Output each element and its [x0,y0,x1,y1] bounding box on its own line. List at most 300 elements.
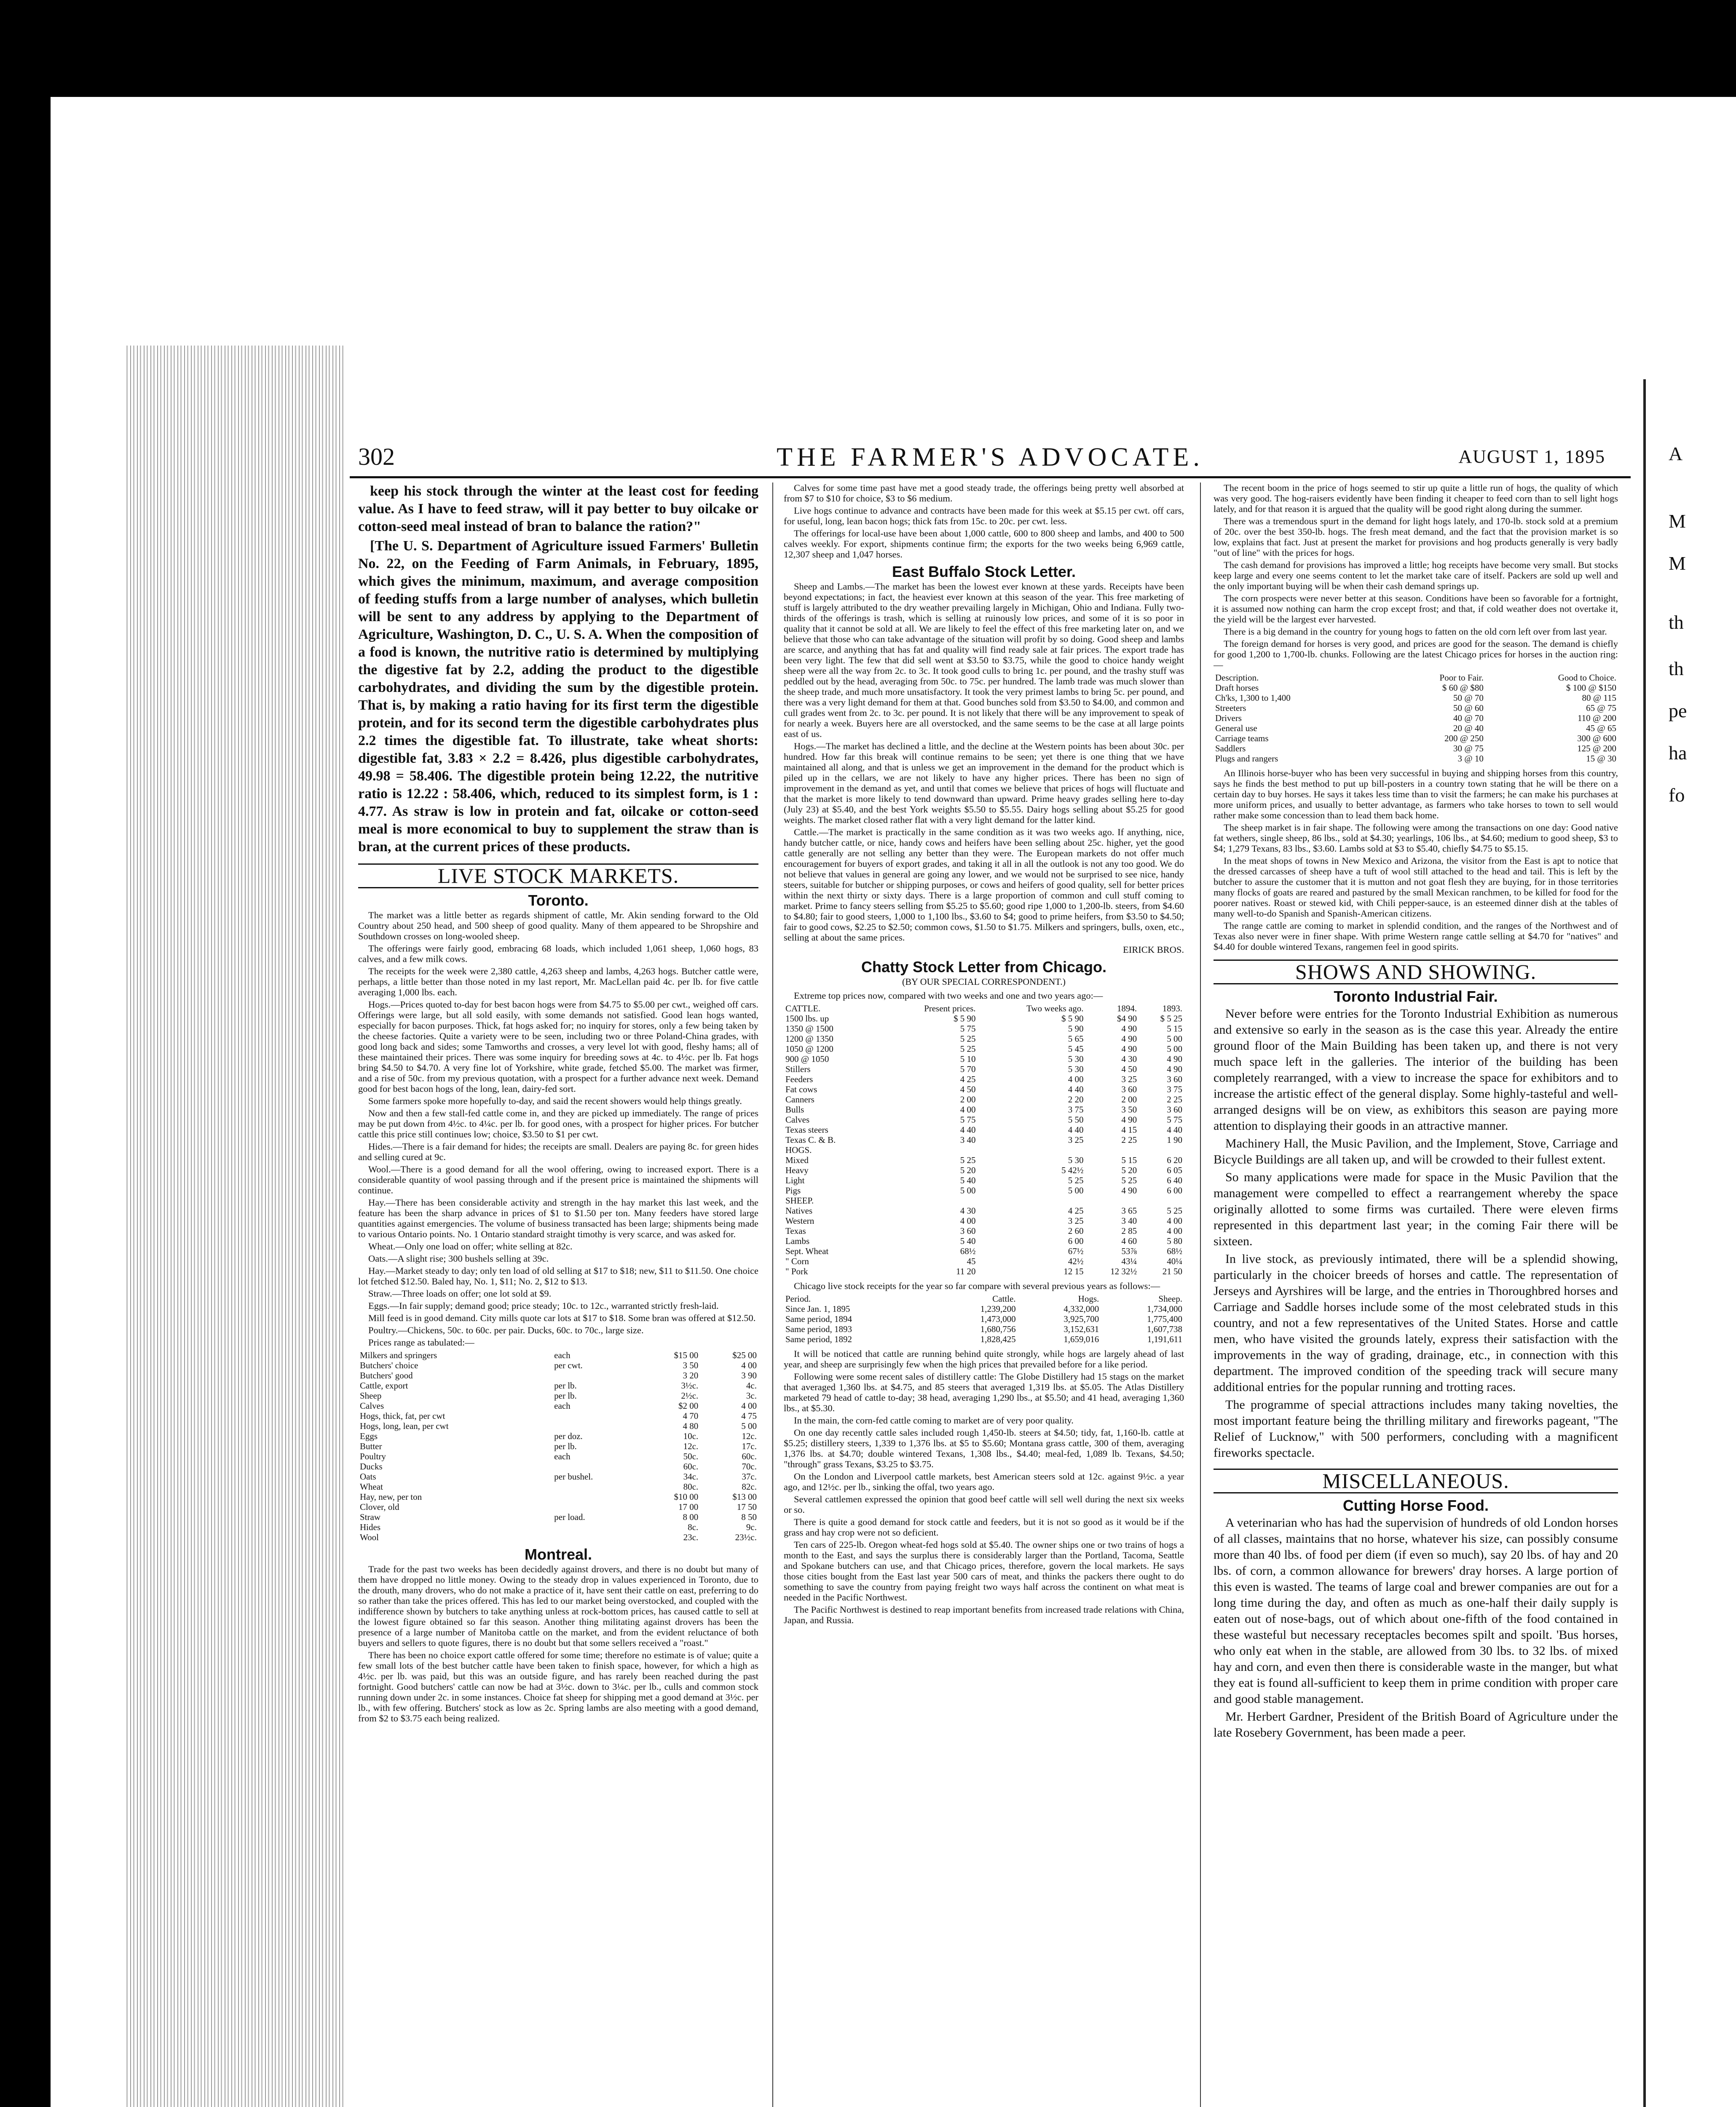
table-cell: 5 25 [1068,1175,1084,1185]
table-cell: Poultry [360,1451,386,1461]
table-cell: 4,332,000 [1064,1304,1099,1314]
paragraph: The cash demand for provisions has improved a little; hog receipts have become very small. But stocks keep large and every one seems content to let the market take care of itself. Packers are sold up well and the only important buying will be when their cash demand springs up. [1214,560,1618,591]
table-cell: 5 25 [1121,1175,1137,1185]
horse-market-report [1214,768,1618,952]
table-cell: $ 5 90 [954,1013,976,1024]
table-row [784,1206,1184,1216]
table-cell: 1200 @ 1350 [785,1034,833,1044]
column-2 [784,483,1184,2107]
table-row [784,1216,1184,1226]
table-row [784,1185,1184,1196]
table-cell: Draft horses [1215,683,1259,693]
table-cell: Period. [785,1294,811,1304]
paragraph: Poultry.—Chickens, 50c. to 60c. per pair. Ducks, 60c. to 70c., large size. [368,1325,644,1335]
byline: (BY OUR SPECIAL CORRESPONDENT.) [902,976,1066,987]
paragraph: Hogs.—Prices quoted to-day for best bacon hogs were from $4.75 to $5.00 per cwt., weighed off cars. Offerings were large, but all sold easily, with some demands not satisfied. Good lean hogs wanted, especially for bacon purposes. Thick, fat hogs asked for; no inquiry for stores, only a few being taken by the cheese factories. Quite a variety were to be seen, including two or three Poland-China grades, with good long back and sides; some Tamworths and crosses, a very level lot with good, fleshy hams; all of these maintained their prices. There was some inquiry for breeding sows at 4c. to 4½c. per lb. Fat hogs bring $4.50 to $4.70. A very fine lot of Yorkshire, white grade, fetched $5.00. The market was firmer, and a rise of 50c. from my previous quotation, with a prospect for a further advance next week. Demand good for best bacon hogs of the long, lean, dairy-fed sort. [358,999,758,1094]
table-cell: 5 00 [1167,1044,1182,1054]
table-cell: 43¼ [1121,1256,1137,1266]
table-cell: 5 42½ [1061,1165,1084,1175]
table-cell: 65 @ 75 [1586,703,1616,713]
table-row [358,1441,758,1451]
table-row [784,1094,1184,1104]
table-cell: 4 90 [1121,1185,1137,1196]
horse-price-table [1214,673,1618,764]
table-cell [552,1482,641,1492]
table-row [1214,733,1618,743]
table-cell: 2 25 [1121,1135,1137,1145]
table-cell: 110 @ 200 [1577,713,1616,723]
table-cell: 5 40 [960,1175,976,1185]
table-cell: Hogs. [1078,1294,1099,1304]
table-cell: $10 00 [674,1492,699,1502]
table-cell: 6 20 [1167,1155,1182,1165]
table-cell: 1,828,425 [980,1334,1016,1344]
table-row [358,1512,758,1522]
column-divider [1200,483,1201,2107]
paragraph: In the main, the corn-fed cattle coming to market are of very poor quality. [794,1415,1074,1426]
table-cell: 3 60 [1167,1074,1182,1084]
table-cell: 11 20 [956,1266,976,1276]
table-cell: 68½ [1167,1246,1182,1256]
table-cell: 3 75 [1167,1084,1182,1094]
table-cell: 1350 @ 1500 [785,1024,833,1034]
paragraph: There has been no choice export cattle offered for some time; therefore no estimate is of value; quite a few small lots of the best butcher cattle have been taken to finish space, however, for which a high as 4½c. per lb. was paid, but this was an outside figure, and has rarely been reached during the past fortnight. Good butchers' cattle can now be had at 3½c. down to 3¼c. per lb., culls and common stock running down under 2c. in some instances. Choice fat sheep for shipping met a good demand at 3½c. per lb., with few offering. Butchers' stock as low as 2c. Spring lambs are also meeting with a good demand, from $2 to $3.75 each being realized. [358,1650,758,1724]
table-cell: 4 50 [960,1084,976,1094]
paragraph: The receipts for the week were 2,380 cattle, 4,263 sheep and lambs, 4,263 hogs. Butcher cattle were, perhaps, a little better than those noted in my last report, Mr. MacLellan paid 4c. per lb. for five cattle averaging 1,000 lbs. each. [358,966,758,997]
paragraph: There is a big demand in the country for young hogs to fatten on the old corn left over from last year. [1224,626,1607,637]
paragraph: In live stock, as previously intimated, there will be a splendid showing, particularly in the choicer breeds of horses and cattle. The representation of Jerseys and Ayrshires will be large, and the entries in Thoroughbred horses and Carriage and Saddle horses include some of the most celebrated studs in this country, and not a few representatives of the United States. Horse and cattle men, who have visited the grounds lately, express their satisfaction with the improvements in the way of grading, drainage, etc., in connection with this department. The improved condition of the speeding track will secure many additional entries for the popular running and trotting races. [1214,1252,1618,1394]
table-cell: 4 90 [1167,1064,1182,1074]
section-title: LIVE STOCK MARKETS. [358,863,758,888]
page-header [350,442,1631,472]
table-cell: 80 @ 115 [1582,693,1616,703]
facing-page-fragment: A [1669,443,1683,464]
paragraph: There is quite a good demand for stock cattle and feeders, but it is not so good as it would be if the grass and hay crop were not so deficient. [784,1517,1184,1538]
table-cell: $ 5 90 [1061,1013,1084,1024]
table-row [358,1461,758,1472]
table-cell: Wheat [360,1482,383,1492]
table-cell: Sept. Wheat [785,1246,829,1256]
paragraph: [The U. S. Department of Agriculture issued Farmers' Bulletin No. 22, on the Feeding of Farm Animals, in February, 1895, which gives the minimum, maximum, and average composition of feeding stuffs from a large number of analyses, which bulletin will be sent to any address by applying to the Department of Agriculture, Washington, D. C., U. S. A. When the composition of a food is known, the nutritive ratio is determined by multiplying the digestive fat by 2.2, adding the product to the digestible carbohydrates, and dividing the sum by the digestible protein. That is, by making a ratio having for its first term the digestible protein, and for its second term the digestible carbohydrates plus 2.2 times the digestible fat. To illustrate, take wheat shorts: digestible fat, 3.83 × 2.2 = 8.426, plus digestible carbohydrates, 49.98 = 58.406. The digestible protein being 12.22, the nutritive ratio is 12.22 : 58.406, which, reduced to its simplest form, is 1 : 4.77. As straw is low in protein and fat, oilcake or cotton-seed meal is more economical to buy to supplement the straw than is bran, at the current prices of these products. [358,538,758,855]
table-cell: 30 @ 75 [1453,743,1484,753]
table-cell: Sheep [360,1391,382,1401]
paragraph: Eggs.—In fair supply; demand good; price steady; 10c. to 12c., warranted strictly fresh-laid. [368,1300,719,1311]
table-cell: General use [1215,723,1257,733]
table-cell: 17 50 [737,1502,757,1512]
paragraph: On the London and Liverpool cattle markets, best American steers sold at 12c. against 9½c. a year ago, and 12½c. per lb., sinking the offal, two years ago. [784,1471,1184,1492]
table-row [358,1472,758,1482]
paragraph: A veterinarian who has had the supervision of hundreds of old London horses of all classes, maintains that no horse, whatever his size, can possibly consume more than 40 lbs. of food per diem (if even so much), say 20 lbs. of hay and 20 lbs. of corn, a common allowance for brewers' dray horses. A large portion of this even is wasted. The teams of large coal and brewer companies are out for a long time during the day, and often as much as one-half their daily supply is eaten out of nose-bags, out of which about one-fifth of the food contained in these wasteful but necessary receptacles becomes spilt and spoilt. 'Bus horses, who only eat when in the stable, are allowed from 30 lbs. to 32 lbs. of mixed hay and corn, and even then there is considerable waste in the manger, but what they eat is found all-sufficient to keep them in prime condition with proper care and good stable management. [1214,1516,1618,1706]
table-cell: 37c. [742,1472,757,1482]
table-cell: 12c. [742,1431,757,1441]
table-cell: per lb. [554,1391,577,1401]
table-cell: Cattle. [992,1294,1016,1304]
table-cell: 3 65 [1121,1206,1137,1216]
paragraph: Never before were entries for the Toronto Industrial Exhibition as numerous and extensive so early in the season as is the case this year. Already the entire ground floor of the Main Building has been taken up, and there is not very much space left in the galleries. The interior of the building has been completely rearranged, with a view to increase the space for exhibitors and to increase the artistic effect of the general display. Some highly-tasteful and well-arranged designs will be on view, as exhibitors this season are paying more attention to displaying their goods in an attractive manner. [1214,1007,1618,1133]
table-row [784,1314,1184,1324]
paragraph: The programme of special attractions includes many taking novelties, the most important feature being the thrilling military and fireworks pageant, "The Relief of Lucknow," with 500 performers, concluding with a magnificent fireworks spectacle. [1214,1398,1618,1460]
table-cell: 8 00 [683,1512,699,1522]
table-cell: $ 100 @ $150 [1566,683,1616,693]
table-cell: 1894. [1117,1003,1137,1013]
facing-page-fragment: pe [1669,700,1687,721]
signature: EIRICK BROS. [1123,944,1184,955]
paragraph: Wheat.—Only one load on offer; white selling at 82c. [368,1241,573,1252]
table-cell: Ch'ks, 1,300 to 1,400 [1215,693,1291,703]
table-cell: 67½ [1068,1246,1084,1256]
table-cell: 4 70 [683,1411,699,1421]
table-row [784,1115,1184,1125]
table-cell: 5 45 [1068,1044,1084,1054]
table-cell: 4 30 [960,1206,976,1216]
table-cell: 4 80 [683,1421,699,1431]
table-cell: 4 00 [960,1216,976,1226]
table-cell: Butchers' choice [360,1360,418,1370]
table-cell: $ 5 25 [1160,1013,1182,1024]
table-cell: 40¼ [1167,1256,1182,1266]
table-row [784,1034,1184,1044]
paragraph: The market was a little better as regards shipment of cattle, Mr. Akin sending forward to the Old Country about 250 head, and 500 sheep of good quality. Many of them appeared to be Shropshire and Southdown crosses on long-wooled sheep. [358,910,758,941]
table-cell: 50 @ 70 [1453,693,1484,703]
table-cell: 3 25 [1068,1216,1084,1226]
paragraph: Straw.—Three loads on offer; one lot sold at $9. [368,1288,552,1299]
table-row [358,1482,758,1492]
table-cell: 12c. [683,1441,699,1451]
table-cell: 23c. [683,1532,699,1542]
table-cell: 3½c. [681,1381,699,1391]
table-cell: 3 60 [960,1226,976,1236]
paragraph: Following were some recent sales of distillery cattle: The Globe Distillery had 15 stags on the market that averaged 1,360 lbs. at $4.75, and 85 steers that averaged 1,319 lbs. at $5.05. The Atlas Distillery marketed 79 head of cattle to-day; 38 head, averaging 1,290 lbs., at $5.50; and 41 head, averaging 1,360 lbs., at $5.30. [784,1371,1184,1413]
table-row [784,1226,1184,1236]
table-cell: 1,734,000 [1147,1304,1182,1314]
table-cell: 4 40 [1167,1125,1182,1135]
table-cell: Pigs [785,1185,801,1196]
paragraph: Chicago live stock receipts for the year so far compare with several previous years as follows:— [794,1281,1160,1291]
table-row [784,1024,1184,1034]
table-cell: 50 @ 60 [1453,703,1484,713]
paragraph: Trade for the past two weeks has been decidedly against drovers, and there is no doubt but many of them have dropped no little money. Owing to the steady drop in values experienced in Toronto, due to the drouth, many drovers, who do not make a practice of it, have sent their cattle on east, preferring to do so rather than take the prices offered. This has led to our market being overstocked, and coupled with the indifference shown by butchers to take anything unless at rock-bottom prices, has caused cattle to sell at the lowest figure obtained so far this season. Another thing militating against drovers has been the presence of a large number of Manitoba cattle on the market, and from the evident reluctance of both buyers and sellers to quote figures, there is no doubt but that some sellers received a "roast." [358,1564,758,1648]
table-cell: 5 25 [960,1044,976,1054]
table-cell: Calves [360,1401,384,1411]
table-row [784,1125,1184,1135]
table-cell: 5 30 [1068,1064,1084,1074]
table-cell: Fat cows [785,1084,817,1094]
table-row [1214,753,1618,764]
table-row [784,1324,1184,1334]
table-cell [552,1502,641,1512]
table-cell: 1,775,400 [1147,1314,1182,1324]
table-cell: 3 75 [1068,1104,1084,1115]
table-cell: 21 50 [1162,1266,1182,1276]
table-cell: 5 65 [1068,1034,1084,1044]
table-cell: $15 00 [674,1350,699,1360]
table-cell: 17c. [742,1441,757,1451]
table-cell: 5 25 [960,1155,976,1165]
paragraph: Mr. Herbert Gardner, President of the British Board of Agriculture under the late Rosebery Government, has been made a peer. [1214,1710,1618,1740]
table-cell: Light [785,1175,805,1185]
table-cell: Clover, old [360,1502,399,1512]
table-cell: Milkers and springers [360,1350,437,1360]
table-row [358,1350,758,1360]
table-cell: 5 10 [960,1054,976,1064]
chicago-letter [784,1348,1184,1625]
table-cell: 1 90 [1167,1135,1182,1145]
toronto-report [358,910,758,1348]
receipts-table [784,1294,1184,1344]
table-cell: Lambs [785,1236,810,1246]
article-heading: Toronto. [528,892,589,909]
table-cell: $4 90 [1117,1013,1137,1024]
table-cell: 6 00 [1068,1236,1084,1246]
table-row [784,1155,1184,1165]
table-row [1214,713,1618,723]
paragraph: The sheep market is in fair shape. The following were among the transactions on one day: Good native fat wethers, single sheep, 86 lbs., sold at $4.30; yearlings, 106 lbs., at $4.60; medium to good sheep, $3 to $4; 1,279 Texans, 83 lbs., $3.60. Lambs sold at $3 to $5.40, chiefly $4.75 to $5.15. [1214,822,1618,854]
table-cell: each [554,1451,571,1461]
table-cell: 4 00 [1167,1226,1182,1236]
paragraph: It will be noticed that cattle are running behind quite strongly, while hogs are largely ahead of last year, and sheep are surprisingly few when the high prices that prevailed before for a like period. [784,1348,1184,1370]
table-cell: Canners [785,1094,814,1104]
table-row [358,1532,758,1542]
table-row [358,1391,758,1401]
table-cell: Drivers [1215,713,1242,723]
table-cell: 5 90 [1068,1024,1084,1034]
table-cell: 1,659,016 [1064,1334,1099,1344]
table-cell: 1,239,200 [980,1304,1016,1314]
article-heading: East Buffalo Stock Letter. [892,563,1076,580]
table-cell: Carriage teams [1215,733,1269,743]
table-cell: Straw [360,1512,380,1522]
table-cell: 3 90 [741,1370,757,1381]
table-cell: Texas steers [785,1125,828,1135]
table-row [784,1236,1184,1246]
header-rule [350,476,1631,478]
table-cell: $25 00 [732,1350,757,1360]
table-row [358,1492,758,1502]
table-row [784,1135,1184,1145]
table-cell: 70c. [742,1461,757,1472]
table-cell: 4 40 [1068,1125,1084,1135]
table-cell: Hides [360,1522,380,1532]
table-cell: 4 60 [1121,1236,1137,1246]
table-cell: 3 @ 10 [1457,753,1484,764]
table-cell [552,1532,641,1542]
paragraph: An Illinois horse-buyer who has been very successful in buying and shipping horses from this country, says he finds the best method to put up bill-posters in a country town stating that he will be there on a certain day to buy horses. He says it takes less time than to visit the farmers; he can make his purchases at more uniform prices, and usually to better advantage, as farmers who take horses to town to sell would rather make some concession than to lead them back home. [1214,768,1618,820]
table-cell: 4 90 [1121,1044,1137,1054]
table-cell: 3 40 [1121,1216,1137,1226]
column-1 [358,483,758,2107]
paragraph: Live hogs continue to advance and contracts have been made for this week at $5.15 per cwt. off cars, for useful, long, lean bacon hogs; thick fats from 15c. to 20c. per cwt. less. [784,505,1184,526]
table-cell: HOGS. [785,1145,812,1155]
table-cell: 1,607,738 [1147,1324,1182,1334]
table-cell: Bulls [785,1104,804,1115]
table-cell: 5 00 [741,1421,757,1431]
chicago-price-table [784,1003,1184,1276]
table-cell: Since Jan. 1, 1895 [785,1304,850,1314]
table-cell: 1,473,000 [980,1314,1016,1324]
table-cell: 200 @ 250 [1444,733,1484,743]
table-cell: SHEEP. [785,1196,814,1206]
table-cell [552,1461,641,1472]
table-cell: 42½ [1068,1256,1084,1266]
table-cell: 60c. [683,1461,699,1472]
table-cell: per lb. [554,1441,577,1451]
table-cell: 4 90 [1121,1115,1137,1125]
table-cell: 5 75 [960,1024,976,1034]
table-cell [552,1421,641,1431]
table-cell: 4 00 [1167,1216,1182,1226]
article-heading: Chatty Stock Letter from Chicago. [861,958,1107,976]
table-row [358,1421,758,1431]
facing-page-fragment: ha [1669,742,1687,764]
table-cell [552,1492,641,1502]
table-cell: Same period, 1892 [785,1334,852,1344]
table-cell: Present prices. [924,1003,976,1013]
table-cell: 5 20 [960,1165,976,1175]
table-cell: Feeders [785,1074,813,1084]
table-cell: 1893. [1162,1003,1182,1013]
newspaper-page [350,426,1631,2107]
table-cell: 4 25 [960,1074,976,1084]
paragraph: Prices range as tabulated:— [368,1337,474,1348]
table-row [784,1246,1184,1256]
table-cell: 60c. [742,1451,757,1461]
table-row [358,1370,758,1381]
paragraph: The offerings were fairly good, embracing 68 loads, which included 1,061 sheep, 1,060 hogs, 83 calves, and a few milk cows. [358,943,758,964]
table-cell: 4 00 [741,1401,757,1411]
table-cell: 15 @ 30 [1586,753,1616,764]
table-cell: 300 @ 600 [1577,733,1616,743]
paragraph: Machinery Hall, the Music Pavilion, and the Implement, Stove, Carriage and Bicycle Buildings are all taken up, and will be crowded to their fullest extent. [1214,1137,1618,1166]
table-cell: 4 75 [741,1411,757,1421]
table-cell: Natives [785,1206,813,1216]
horse-food-article [1214,1515,1618,1741]
table-row [784,1013,1184,1024]
scan-border-left [0,0,51,2107]
table-row [358,1411,758,1421]
table-cell: 5 25 [1167,1206,1182,1216]
buffalo-letter [784,581,1184,943]
table-cell: 4 00 [741,1360,757,1370]
table-cell: 5 15 [1121,1155,1137,1165]
paragraph: Mill feed is in good demand. City mills quote car lots at $17 to $18. Some bran was offered at $12.50. [368,1313,756,1323]
table-row [784,1044,1184,1054]
table-row [784,1256,1184,1266]
table-cell: 2 00 [1121,1094,1137,1104]
table-cell: Hay, new, per ton [360,1492,422,1502]
table-cell: CATTLE. [785,1003,821,1013]
table-cell: Cattle, export [360,1381,408,1391]
paragraph: Hay.—There has been considerable activity and strength in the hay market this last week, and the feature has been the sharp advance in prices of $1 to $1.50 per ton. Many feeders have stored large quantities against emergencies. The volume of business transacted has been large; shipments being made to various Ontario points. No. 1 Ontario standard straight timothy is very scarce, and was asked for. [358,1197,758,1239]
table-row [784,1304,1184,1314]
paragraph: The corn prospects were never better at this season. Conditions have been so favorable for a fortnight, it is assumed now nothing can harm the crop except frost; and that, if cold weather does not overtake it, the yield will be the largest ever harvested. [1214,593,1618,625]
table-cell: 12 32½ [1110,1266,1137,1276]
table-cell: 4 40 [1068,1084,1084,1094]
table-cell: 4c. [746,1381,757,1391]
table-cell: 3 25 [1121,1074,1137,1084]
table-cell: each [554,1350,571,1360]
table-cell: 5 25 [960,1034,976,1044]
table-cell: 68½ [960,1246,976,1256]
table-row [784,1266,1184,1276]
table-cell: 3 50 [1121,1104,1137,1115]
table-cell: 10c. [683,1431,699,1441]
paragraph: Now and then a few stall-fed cattle come in, and they are picked up immediately. The range of prices may be put down from 4½c. to 4¼c. per lb. for good ones, with a prospect for higher prices. For butcher cattle this price still continues low; choice, $3.50 to $1 per cwt. [358,1108,758,1139]
table-cell: Texas [785,1226,806,1236]
chicago-continued [1214,483,1618,670]
table-cell: 45 @ 65 [1586,723,1616,733]
table-cell: 12 15 [1064,1266,1084,1276]
table-row [1214,693,1618,703]
table-row [358,1502,758,1512]
table-row [1214,683,1618,693]
table-cell: 4 50 [1121,1064,1137,1074]
table-cell: 3 60 [1121,1084,1137,1094]
scan-border-top [0,0,1736,97]
table-cell: " Corn [785,1256,809,1266]
table-cell: 5 00 [1167,1034,1182,1044]
table-cell: 34c. [683,1472,699,1482]
table-cell: each [554,1401,571,1411]
table-cell: 5 80 [1167,1236,1182,1246]
table-cell: 5 75 [960,1115,976,1125]
table-cell: per cwt. [554,1360,583,1370]
book-page-edges [126,346,346,2107]
table-row [784,1064,1184,1074]
table-cell: Oats [360,1472,376,1482]
table-cell: Calves [785,1115,810,1125]
table-cell: 1,191,611 [1147,1334,1182,1344]
table-cell: 17 00 [678,1502,699,1512]
table-cell: 3 60 [1167,1104,1182,1115]
table-cell: 3 25 [1068,1135,1084,1145]
paragraph: Hogs.—The market has declined a little, and the decline at the Western points has been about 30c. per hundred. How far this break will continue remains to be seen; yet there is one thing that we have maintained all along, and that is unless we get an improvement in the demand for the product which is piled up in the cellars, we are not likely to have any higher prices. There has been no sign of improvement in the demand as yet, and until that comes we believe that prices of hogs will fluctuate and that the market is more likely to tend downward than upward. Prime heavy grades selling here to-day (July 23) at $5.40, and the best York weights $5.50 to $5.55. Dairy hogs selling about $5.25 for good weights. The market closed rather flat with a very light demand for the latter kind. [784,741,1184,825]
table-cell: 53⅞ [1121,1246,1137,1256]
facing-page-fragment: th [1669,658,1684,679]
table-cell: 125 @ 200 [1577,743,1616,753]
table-cell: 1500 lbs. up [785,1013,829,1024]
paragraph: Wool.—There is a good demand for all the wool offering, owing to increased export. There is a considerable quantity of wool passing through and if the present price is maintained the shipments will continue. [358,1164,758,1196]
table-cell: Same period, 1894 [785,1314,852,1324]
table-cell [552,1370,641,1381]
table-cell: 6 00 [1167,1185,1182,1196]
paragraph: Calves for some time past have met a good steady trade, the offerings being pretty well absorbed at from $7 to $10 for choice, $3 to $6 medium. [784,483,1184,504]
table-cell: 3,925,700 [1064,1314,1099,1324]
table-cell: per bushel. [554,1472,593,1482]
table-cell: 4 90 [1121,1024,1137,1034]
section-title: SHOWS AND SHOWING. [1214,960,1618,984]
facing-page-fragment: M [1669,510,1686,532]
table-cell: 4 25 [1068,1206,1084,1216]
montreal-report [358,1564,758,1724]
table-cell: 5 15 [1167,1024,1182,1034]
table-cell: 2 20 [1068,1094,1084,1104]
table-cell: 3 20 [683,1370,699,1381]
table-cell: Mixed [785,1155,809,1165]
table-cell: Western [785,1216,814,1226]
table-row [358,1360,758,1370]
table-row [358,1431,758,1441]
facing-page-fragment: M [1669,552,1686,574]
facing-page-edge [1643,379,1736,2107]
table-cell: Eggs [360,1431,378,1441]
table-cell: 40 @ 70 [1453,713,1484,723]
table-cell: 82c. [742,1482,757,1492]
table-cell: 5 00 [960,1185,976,1196]
table-cell: Two weeks ago. [1026,1003,1084,1013]
paragraph: Several cattlemen expressed the opinion that good beef cattle will sell well during the next six weeks or so. [784,1494,1184,1515]
table-row [784,1196,1184,1206]
table-cell: Streeters [1215,703,1246,713]
